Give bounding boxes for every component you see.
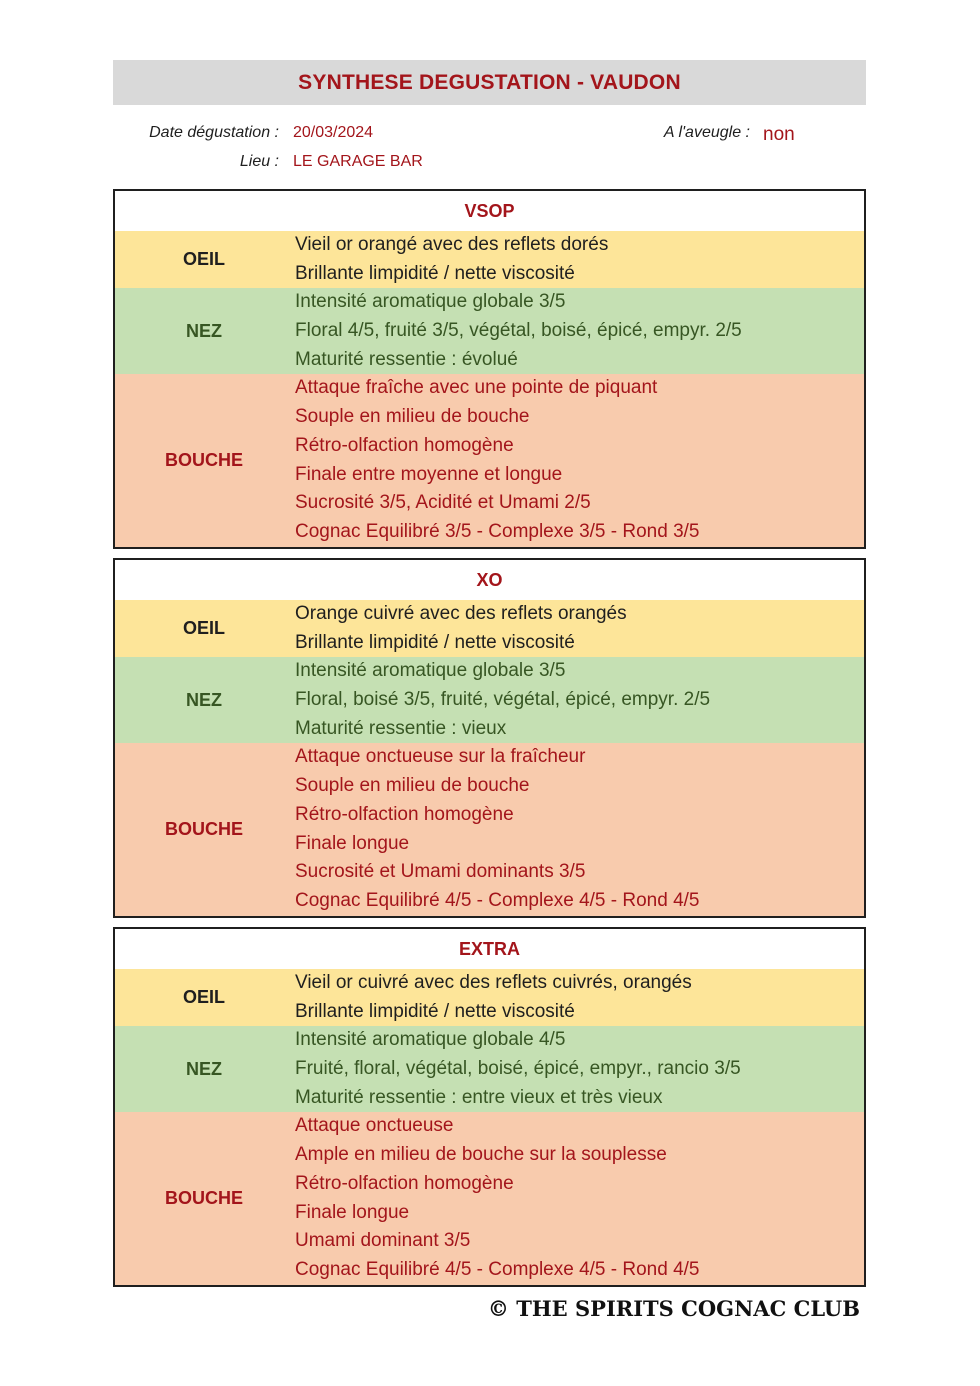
tasting-note-line: Cognac Equilibré 4/5 - Complexe 4/5 - Rond 4/5 xyxy=(295,889,700,911)
category-label-oeil: OEIL xyxy=(182,618,225,639)
aveugle-label: A l'aveugle : xyxy=(663,124,750,141)
section-header: EXTRA xyxy=(458,938,520,959)
section-header: XO xyxy=(476,569,503,590)
aveugle-value: non xyxy=(763,124,795,145)
tasting-note-line: Souple en milieu de bouche xyxy=(295,775,530,797)
tasting-note-line: Brillante limpidité / nette viscosité xyxy=(295,631,575,653)
tasting-note-line: Brillante limpidité / nette viscosité xyxy=(295,262,575,284)
tasting-note-line: Vieil or orangé avec des reflets dorés xyxy=(295,234,609,255)
copyright-footer: © THE SPIRITS COGNAC CLUB xyxy=(487,1296,860,1321)
tasting-note-line: Attaque onctueuse xyxy=(295,1115,454,1137)
tasting-note-line: Souple en milieu de bouche xyxy=(295,406,530,428)
date-value: 20/03/2024 xyxy=(293,124,374,141)
category-row-nez xyxy=(115,657,864,743)
category-label-nez: NEZ xyxy=(186,320,222,341)
tasting-note-line: Rétro-olfaction homogène xyxy=(295,434,514,456)
tasting-note-line: Brillante limpidité / nette viscosité xyxy=(295,1000,575,1022)
title-banner xyxy=(113,60,866,105)
tasting-note-line: Ample en milieu de bouche sur la souplesse xyxy=(295,1144,667,1166)
tasting-note-line: Intensité aromatique globale 3/5 xyxy=(295,291,566,313)
category-row-oeil xyxy=(115,231,864,288)
category-label-nez: NEZ xyxy=(186,1058,222,1079)
category-label-bouche: BOUCHE xyxy=(164,1188,243,1208)
tasting-note-line: Rétro-olfaction homogène xyxy=(295,1172,514,1194)
tasting-note-line: Floral 4/5, fruité 3/5, végétal, boisé, épicé, empyr. 2/5 xyxy=(295,320,742,342)
tasting-note-line: Sucrosité 3/5, Acidité et Umami 2/5 xyxy=(295,492,591,514)
section-vsop xyxy=(113,189,866,549)
category-notes xyxy=(293,1026,864,1112)
tasting-note-line: Maturité ressentie : évolué xyxy=(295,348,518,370)
category-notes xyxy=(293,657,864,743)
section-xo xyxy=(113,558,866,918)
category-label-bouche: BOUCHE xyxy=(164,819,243,839)
tasting-note-line: Rétro-olfaction homogène xyxy=(295,803,514,825)
category-notes xyxy=(293,374,864,546)
tasting-note-line: Umami dominant 3/5 xyxy=(295,1230,471,1252)
tasting-note-line: Attaque onctueuse sur la fraîcheur xyxy=(295,746,586,768)
lieu-value: LE GARAGE BAR xyxy=(293,153,423,170)
tasting-note-line: Vieil or cuivré avec des reflets cuivrés, orangés xyxy=(295,972,692,993)
category-row-nez xyxy=(115,1026,864,1112)
category-row-bouche xyxy=(115,1112,864,1284)
category-label-bouche: BOUCHE xyxy=(164,450,243,470)
tasting-note-line: Attaque fraîche avec une pointe de piquant xyxy=(295,377,658,399)
section-extra xyxy=(113,927,866,1287)
section-header: VSOP xyxy=(464,200,515,221)
tasting-note-line: Sucrosité et Umami dominants 3/5 xyxy=(295,861,586,883)
category-row-bouche xyxy=(115,374,864,546)
category-notes xyxy=(293,231,864,288)
tasting-note-line: Cognac Equilibré 4/5 - Complexe 4/5 - Rond 4/5 xyxy=(295,1258,700,1280)
tasting-note-line: Intensité aromatique globale 4/5 xyxy=(295,1029,566,1051)
lieu-label: Lieu : xyxy=(239,153,279,170)
tasting-note-line: Maturité ressentie : vieux xyxy=(295,717,507,739)
category-label-oeil: OEIL xyxy=(182,249,225,270)
category-row-bouche xyxy=(115,743,864,915)
category-notes xyxy=(293,288,864,374)
category-notes xyxy=(293,969,864,1026)
tasting-note-line: Finale entre moyenne et longue xyxy=(295,463,563,485)
page-title: SYNTHESE DEGUSTATION - VAUDON xyxy=(298,70,681,94)
category-label-nez: NEZ xyxy=(186,689,222,710)
category-notes xyxy=(293,600,864,657)
tasting-note-line: Orange cuivré avec des reflets orangés xyxy=(295,603,627,624)
tasting-note-line: Cognac Equilibré 3/5 - Complexe 3/5 - Rond 3/5 xyxy=(295,520,700,542)
tasting-note-line: Intensité aromatique globale 3/5 xyxy=(295,660,566,682)
tasting-note-line: Fruité, floral, végétal, boisé, épicé, empyr., rancio 3/5 xyxy=(295,1058,741,1080)
category-notes xyxy=(293,743,864,915)
category-row-oeil xyxy=(115,600,864,657)
category-notes xyxy=(293,1112,864,1284)
tasting-note-line: Finale longue xyxy=(295,832,410,854)
tasting-note-line: Maturité ressentie : entre vieux et très vieux xyxy=(295,1086,663,1108)
category-label-oeil: OEIL xyxy=(182,987,225,1008)
tasting-note-line: Floral, boisé 3/5, fruité, végétal, épicé, empyr. 2/5 xyxy=(295,689,711,711)
category-row-oeil xyxy=(115,969,864,1026)
category-row-nez xyxy=(115,288,864,374)
tasting-note-line: Finale longue xyxy=(295,1201,410,1223)
date-label: Date dégustation : xyxy=(149,124,279,141)
